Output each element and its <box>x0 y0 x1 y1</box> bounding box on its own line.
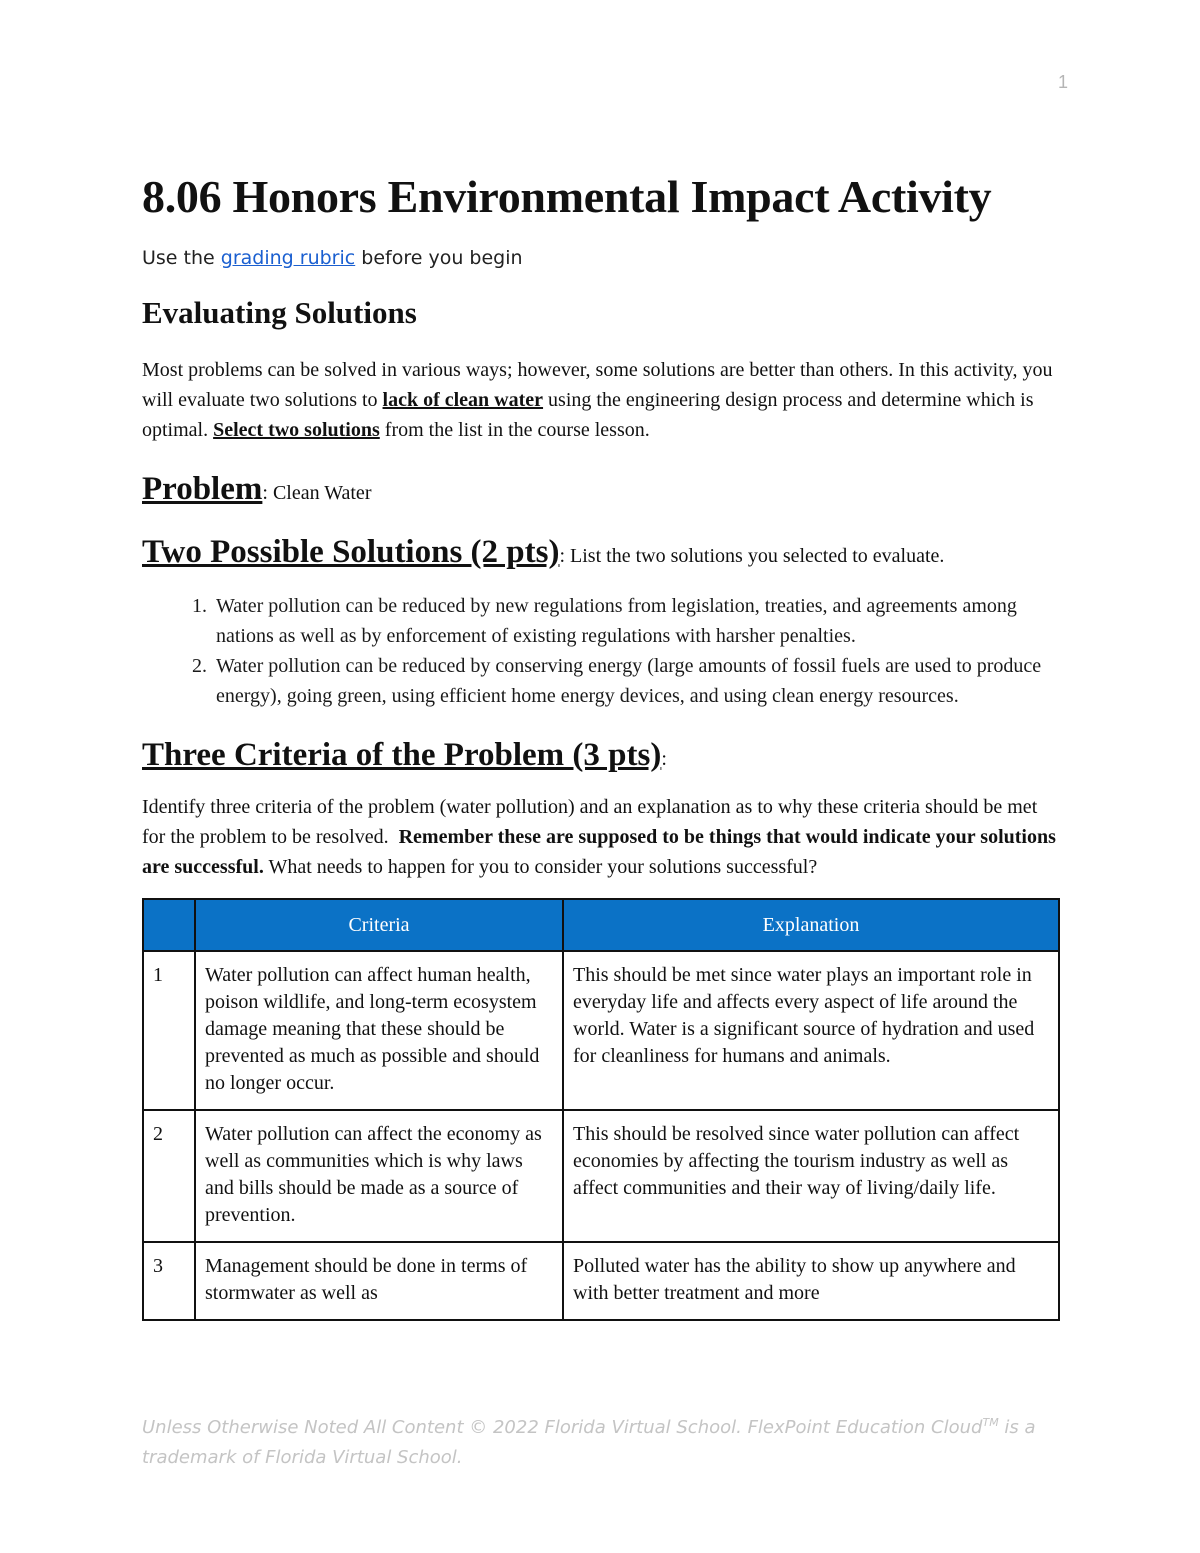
row-explanation: Polluted water has the ability to show up anywhere and with better treatment and more <box>563 1242 1059 1320</box>
solutions-list <box>142 591 1060 711</box>
solutions-label: Two Possible Solutions (2 pts) <box>142 534 560 570</box>
page-title: 8.06 Honors Environmental Impact Activity <box>142 171 992 222</box>
grading-rubric-link[interactable]: grading rubric <box>220 247 356 269</box>
criteria-bold: Remember these are supposed to be things that would indicate your solutions are successful. <box>142 826 1056 878</box>
row-criteria: Management should be done in terms of stormwater as well as <box>195 1242 563 1320</box>
evaluating-bold-1: lack of clean water <box>382 389 544 411</box>
document-body <box>142 170 1060 1321</box>
problem-line: Problem: Clean Water <box>142 471 372 507</box>
intro-after: before you begin <box>361 247 523 269</box>
footer-tm: TM <box>982 1416 999 1429</box>
criteria-label: Three Criteria of the Problem (3 pts) <box>142 737 662 773</box>
table-row <box>143 951 1059 1110</box>
intro-before: Use the <box>142 247 215 269</box>
criteria-line: Three Criteria of the Problem (3 pts): <box>142 737 667 773</box>
criteria-paragraph <box>142 792 1060 882</box>
row-criteria: Water pollution can affect the economy as well as communities which is why laws and bills should be made as a source of prevention. <box>195 1110 563 1242</box>
table-header-row <box>143 899 1059 951</box>
row-criteria: Water pollution can affect human health, poison wildlife, and long-term ecosystem damage meaning that these should be prevented as much as possible and should no longer occur. <box>195 951 563 1110</box>
page-number: 1 <box>1058 72 1069 92</box>
header-number <box>143 899 195 951</box>
intro-line <box>142 247 1060 269</box>
criteria-text-1: Identify three criteria of the problem (water pollution) and an explanation as to why these criteria should be met for the problem to be resolved. <box>142 796 1038 848</box>
table-row <box>143 1110 1059 1242</box>
evaluating-bold-2: Select two solutions <box>213 419 380 441</box>
evaluating-text-3: from the list in the course lesson. <box>384 419 650 441</box>
header-criteria: Criteria <box>195 899 563 951</box>
problem-value: Clean Water <box>272 482 372 504</box>
row-number: 3 <box>143 1242 195 1320</box>
criteria-text-2: What needs to happen for you to consider your solutions successful? <box>268 856 818 878</box>
footer-text-2: is a trademark of Florida Virtual School. <box>142 1417 1036 1468</box>
table-row <box>143 1242 1059 1320</box>
footer-copyright <box>142 1408 1042 1473</box>
row-explanation: This should be met since water plays an important role in everyday life and affects every aspect of life around the world. Water is a significant source of hydration and used for cleanliness for humans and animals. <box>563 951 1059 1110</box>
solution-item: 1. Water pollution can be reduced by new regulations from legislation, treaties, and agreements among nations as well as by enforcement of existing regulations with harsher penalties. <box>212 591 1060 651</box>
row-number: 1 <box>143 951 195 1110</box>
solution-item: 2. Water pollution can be reduced by conserving energy (large amounts of fossil fuels are used to produce energy), going green, using efficient home energy devices, and using clean energy resources. <box>212 651 1060 711</box>
header-explanation: Explanation <box>563 899 1059 951</box>
evaluating-paragraph <box>142 355 1060 445</box>
evaluating-text-2: using the engineering design process and determine which is optimal. <box>142 389 1034 441</box>
evaluating-heading: Evaluating Solutions <box>142 295 417 330</box>
row-explanation: This should be resolved since water pollution can affect economies by affecting the tourism industry as well as affect communities and their way of living/daily life. <box>563 1110 1059 1242</box>
evaluating-text-1: Most problems can be solved in various ways; however, some solutions are better than others. In this activity, you will evaluate two solutions to <box>142 359 1053 411</box>
solutions-line: Two Possible Solutions (2 pts): List the two solutions you selected to evaluate. <box>142 534 945 570</box>
solutions-instruction: List the two solutions you selected to evaluate. <box>570 545 945 567</box>
row-number: 2 <box>143 1110 195 1242</box>
footer-text-1: Unless Otherwise Noted All Content © 2022 Florida Virtual School. FlexPoint Education Cloud <box>142 1417 983 1438</box>
problem-label: Problem <box>142 471 263 507</box>
criteria-table <box>142 898 1060 1321</box>
